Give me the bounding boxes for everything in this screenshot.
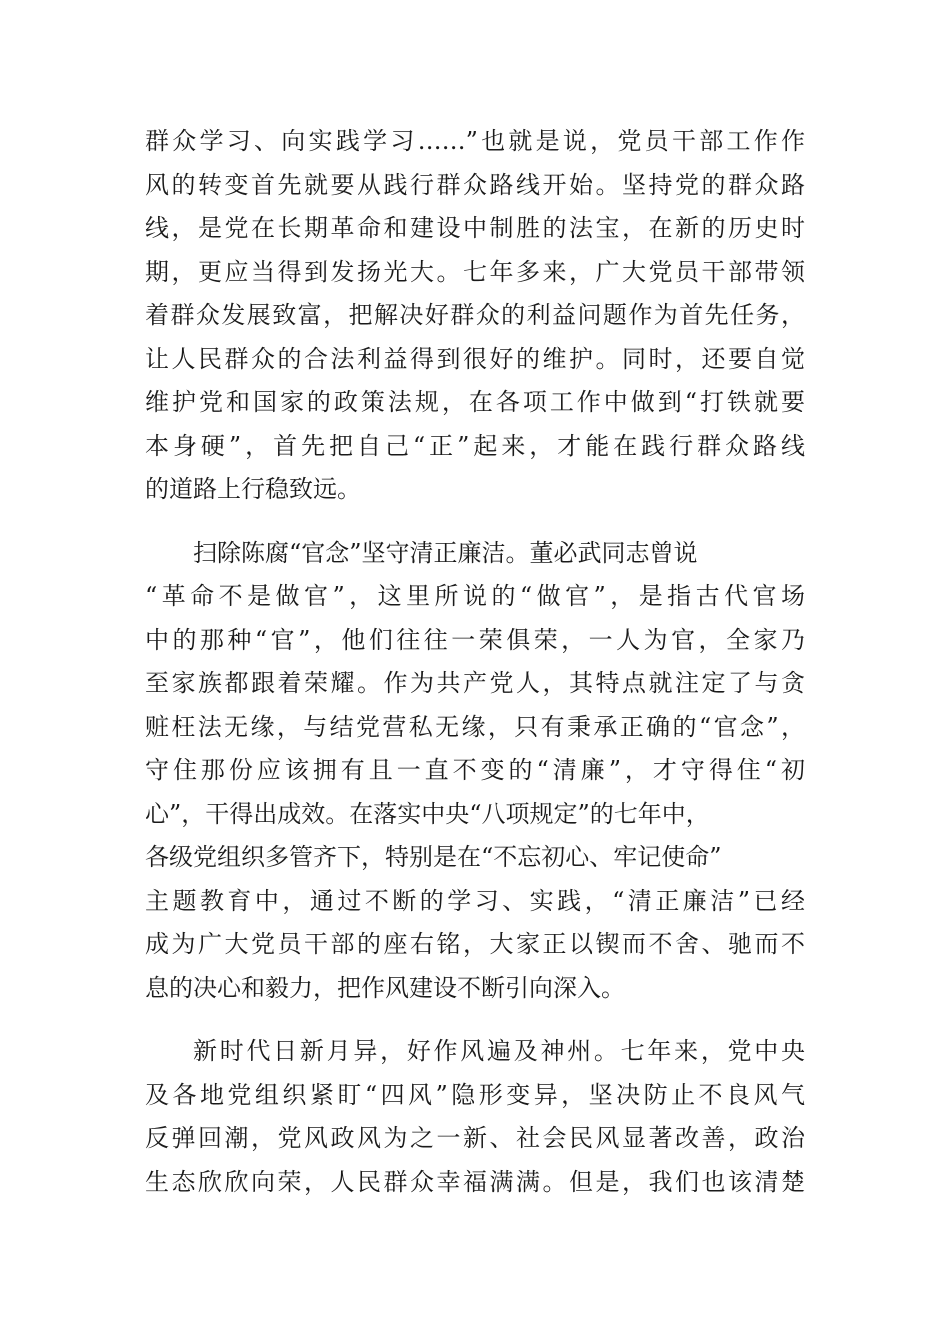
document-body — [145, 120, 805, 1204]
text-line: 中的那种“官”，他们往往一荣俱荣，一人为官，全家乃 — [145, 625, 805, 654]
text-line: 息的决心和毅力，把作风建设不断引向深入。 — [145, 973, 625, 1002]
text-line: 风的转变首先就要从践行群众路线开始。坚持党的群众路 — [145, 170, 805, 199]
text-line: 各级党组织多管齐下，特别是在“不忘初心、牢记使命” — [145, 843, 722, 871]
text-line: 守住那份应该拥有且一直不变的“清廉”，才守得住“初 — [145, 756, 805, 784]
paragraph — [145, 120, 805, 512]
text-line: 及各地党组织紧盯“四风”隐形变异，坚决防止不良风气 — [145, 1080, 805, 1109]
paragraph — [145, 1030, 805, 1204]
text-line: 的道路上行稳致远。 — [145, 475, 361, 503]
text-line: 成为广大党员干部的座右铭，大家正以锲而不舍、驰而不 — [145, 930, 805, 958]
text-line: 扫除陈腐“官念”坚守清正廉洁。董必武同志曾说 — [193, 538, 698, 567]
text-line: 线，是党在长期革命和建设中制胜的法宝，在新的历史时 — [145, 214, 805, 242]
text-line: 让人民群众的合法利益得到很好的维护。同时，还要自觉 — [145, 344, 805, 373]
paragraph-spacer — [145, 512, 805, 532]
text-line: 本身硬”，首先把自己“正”起来，才能在践行群众路线 — [145, 431, 805, 460]
text-line: 心”，干得出成效。在落实中央“八项规定”的七年中， — [145, 799, 710, 828]
paragraph-spacer — [145, 1010, 805, 1030]
text-line: 至家族都跟着荣耀。作为共产党人，其特点就注定了与贪 — [145, 669, 805, 697]
text-line: 群众学习、向实践学习……”也就是说，党员干部工作作 — [145, 127, 805, 155]
text-line: 新时代日新月异，好作风遍及神州。七年来，党中央 — [193, 1037, 805, 1065]
text-line: 反弹回潮，党风政风为之一新、社会民风显著改善，政治 — [145, 1124, 805, 1152]
text-line: 赃枉法无缘，与结党营私无缘，只有秉承正确的“官念”， — [145, 712, 805, 741]
text-line: 期，更应当得到发扬光大。七年多来，广大党员干部带领 — [145, 257, 805, 286]
text-line: 主题教育中，通过不断的学习、实践，“清正廉洁”已经 — [145, 886, 805, 915]
text-line: 维护党和国家的政策法规，在各项工作中做到“打铁就要 — [145, 388, 805, 416]
text-line: “革命不是做官”，这里所说的“做官”，是指古代官场 — [145, 582, 805, 610]
paragraph — [145, 532, 805, 1011]
text-line: 着群众发展致富，把解决好群众的利益问题作为首先任务， — [145, 301, 805, 329]
text-line: 生态欣欣向荣，人民群众幸福满满。但是，我们也该清楚 — [145, 1167, 805, 1196]
